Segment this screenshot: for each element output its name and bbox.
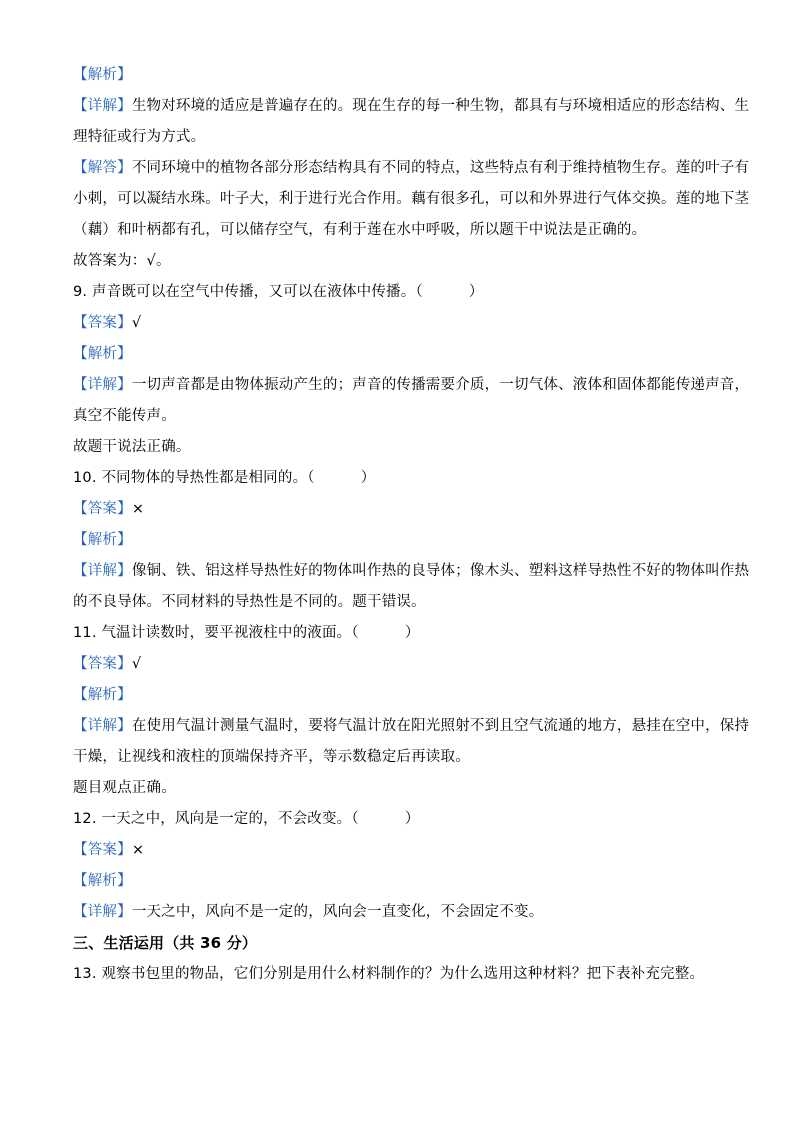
detail-q11-line2: 干燥，让视线和液柱的顶端保持齐平，等示数稳定后再读取。: [73, 749, 470, 765]
question-9: 9. 声音既可以在空气中传播，又可以在液体中传播。（ ）: [73, 284, 484, 300]
detail-q10-line1: 【详解】像铜、铁、铝这样导热性好的物体叫作热的良导体；像木头、塑料这样导热性不好的物体叫作热: [73, 563, 750, 579]
detail-q8-line1: 【详解】生物对环境的适应是普遍存在的。现在生存的每一种生物，都具有与环境相适应的形态结构、生: [73, 98, 750, 114]
answer-detail-q8-line3: （藕）和叶柄都有孔，可以储存空气，有利于莲在水中呼吸，所以题干中说法是正确的。: [73, 222, 647, 238]
question-10: 10. 不同物体的导热性都是相同的。（ ）: [73, 470, 376, 486]
detail-q11-line1: 【详解】在使用气温计测量气温时，要将气温计放在阳光照射不到且空气流通的地方，悬挂在空中，保持: [73, 718, 750, 734]
analysis-label-q8: 【解析】: [73, 67, 132, 83]
detail-q10-line2: 的不良导体。不同材料的导热性是不同的。题干错误。: [73, 594, 426, 610]
detail-q12-line1: 【详解】一天之中，风向不是一定的，风向会一直变化，不会固定不变。: [73, 904, 544, 920]
detail-q9-line1: 【详解】一切声音都是由物体振动产生的；声音的传播需要介质，一切气体、液体和固体都能传递声音，: [73, 377, 750, 393]
conclusion-q11: 题目观点正确。: [73, 780, 176, 796]
answer-detail-q8-line2: 小刺，可以凝结水珠。叶子大，利于进行光合作用。藕有很多孔，可以和外界进行气体交换。莲的地下茎: [73, 191, 750, 207]
answer-q10: 【答案】×: [73, 501, 145, 517]
analysis-label-q11: 【解析】: [73, 687, 132, 703]
answer-detail-q8-line1: 【解答】不同环境中的植物各部分形态结构具有不同的特点，这些特点有利于维持植物生存。莲的叶子有: [73, 160, 750, 176]
answer-q12: 【答案】×: [73, 842, 145, 858]
section-heading: 三、生活运用（共 36 分）: [73, 934, 258, 952]
analysis-label-q10: 【解析】: [73, 532, 132, 548]
analysis-label-q12: 【解析】: [73, 873, 132, 889]
question-12: 12. 一天之中，风向是一定的，不会改变。（ ）: [73, 811, 420, 827]
conclusion-q9: 故题干说法正确。: [73, 439, 191, 455]
analysis-label-q9: 【解析】: [73, 346, 132, 362]
question-11: 11. 气温计读数时，要平视液柱中的液面。（ ）: [73, 625, 420, 641]
question-13: 13. 观察书包里的物品，它们分别是用什么材料制作的？为什么选用这种材料？把下表补充完整。: [73, 966, 705, 982]
document-page: [73, 60, 750, 990]
conclusion-q8: 故答案为：√。: [73, 253, 171, 269]
answer-detail-tag: 【解答】: [73, 160, 132, 176]
answer-q11: 【答案】√: [73, 656, 142, 672]
detail-q8-line2: 理特征或行为方式。: [73, 129, 206, 145]
detail-tag: 【详解】: [73, 98, 132, 114]
detail-q9-line2: 真空不能传声。: [73, 408, 176, 424]
answer-q9: 【答案】√: [73, 315, 142, 331]
